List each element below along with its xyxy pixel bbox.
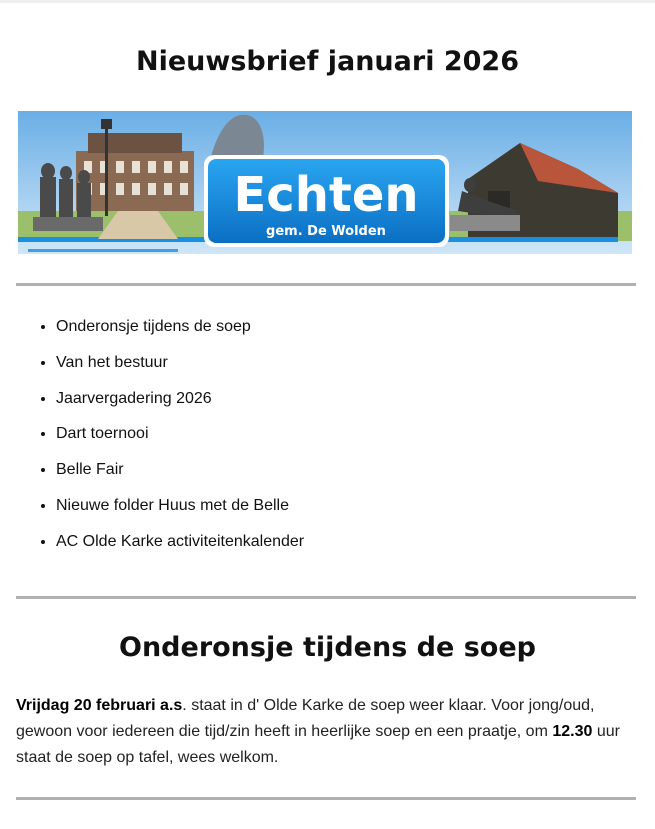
section-body [16, 693, 634, 771]
divider [16, 797, 636, 800]
table-of-contents [16, 318, 655, 569]
divider [16, 596, 636, 599]
toc-item[interactable]: • Dart toernooi [56, 425, 655, 443]
toc-item[interactable]: • AC Olde Karke activiteitenkalender [56, 533, 655, 551]
divider [16, 283, 636, 286]
header-banner [18, 111, 632, 254]
body-text-part: uur staat de soep op tafel, wees welkom. [16, 723, 620, 766]
body-text-part: . staat in d' Olde Karke de soep weer klaar. Voor jong/oud, gewoon voor iedereen die tijd/zin heeft in heerlijke soep en een praatje, om [16, 697, 595, 740]
toc-item[interactable]: • Nieuwe folder Huus met de Belle [56, 497, 655, 515]
section-title: Onderonsje tijdens de soep [119, 632, 536, 663]
toc-item[interactable]: • Belle Fair [56, 461, 655, 479]
banner-logo-text: Echten [233, 167, 419, 223]
toc-item[interactable]: • Onderonsje tijdens de soep [56, 318, 655, 336]
newsletter-title: Nieuwsbrief januari 2026 [135, 46, 519, 77]
toc-item[interactable]: • Van het bestuur [56, 354, 655, 372]
event-date: Vrijdag 20 februari a.s [16, 697, 183, 714]
event-time: 12.30 [552, 723, 593, 740]
banner-image [18, 111, 632, 254]
banner-logo-subtext: gem. De Wolden [266, 224, 386, 239]
toc-item[interactable]: • Jaarvergadering 2026 [56, 390, 655, 408]
top-border [0, 0, 655, 3]
